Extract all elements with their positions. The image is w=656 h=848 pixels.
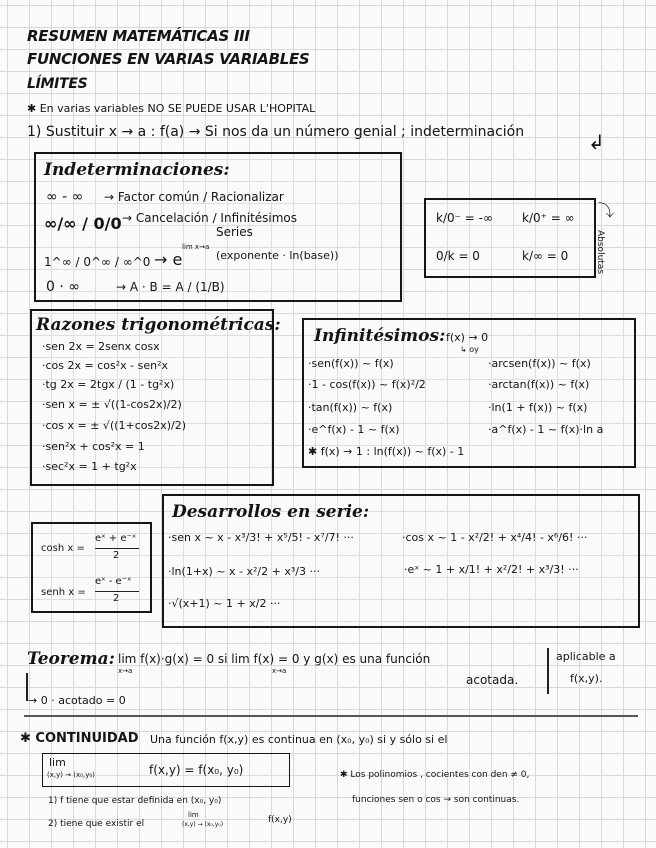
cosh-label: cosh x = — [41, 543, 85, 554]
serie-ex: ·eˣ ~ 1 + x/1! + x²/2! + x³/3! ··· — [404, 563, 579, 576]
infinitesimos-condition: f(x) → 0 — [446, 331, 489, 344]
indet-row-3-left: 1^∞ / 0^∞ / ∞^0 — [44, 255, 151, 269]
infinitesimo-right: ·arcsen(f(x)) ~ f(x) — [488, 357, 591, 370]
infinitesimo-right: ·arctan(f(x)) ~ f(x) — [488, 378, 590, 391]
page-title: RESUMEN MATEMÁTICAS III — [27, 27, 250, 45]
limite-k-0-mas: k/0⁺ = ∞ — [522, 211, 575, 225]
continuidad-c2-lim: lim — [188, 811, 199, 819]
absolutas-label: Absolutas — [595, 230, 605, 275]
teorema-aside-1: aplicable a — [556, 650, 616, 663]
teorema-sub-1: x→a — [118, 667, 133, 675]
limite-0-k: 0/k = 0 — [436, 249, 480, 263]
continuidad-condicion-2: 2) tiene que existir el — [48, 819, 145, 829]
serie-sqrt: ·√(x+1) ~ 1 + x/2 ··· — [168, 597, 281, 610]
continuidad-lim-sub: (x,y) → (x₀,y₀) — [47, 771, 95, 779]
continuidad-body: Una función f(x,y) es continua en (x₀, y₀) si y sólo si el — [150, 733, 448, 746]
limites-basicos-box — [424, 198, 596, 278]
serie-senx: ·sen x ~ x - x³/3! + x⁵/5! - x⁷/7! ··· — [168, 531, 354, 544]
teorema-body-2: acotada. — [466, 673, 519, 687]
indet-row-4-right: → A · B = A / (1/B) — [116, 280, 225, 294]
infinitesimo-left: ✱ f(x) → 1 : ln(f(x)) ~ f(x) - 1 — [308, 445, 465, 458]
trig-item: ·tg 2x = 2tgx / (1 - tg²x) — [42, 378, 175, 391]
infinitesimos-condition-sub: ↳ oy — [460, 345, 479, 354]
limite-k-infinito: k/∞ = 0 — [522, 249, 569, 263]
infinitesimo-right: ·a^f(x) - 1 ~ f(x)·ln a — [488, 423, 604, 436]
cosh-denominator: 2 — [113, 550, 120, 561]
infinitesimos-box — [302, 318, 636, 468]
trig-item: ·cos 2x = cos²x - sen²x — [42, 359, 169, 372]
continuidad-c2-f: f(x,y) — [268, 815, 292, 825]
teorema-divider — [547, 648, 549, 694]
infinitesimos-title: Infinitésimos: — [314, 326, 446, 346]
curved-arrow-icon: ↲ — [588, 130, 605, 154]
note-lhopital: ✱ En varias variables NO SE PUEDE USAR L'HOPITAL — [27, 102, 316, 115]
indeterminaciones-title: Indeterminaciones: — [44, 160, 230, 180]
senh-label: senh x = — [41, 587, 86, 598]
step-sustituir: 1) Sustituir x → a : f(a) → Si nos da un número genial ; indeterminación — [27, 124, 525, 140]
serie-ln: ·ln(1+x) ~ x - x²/2 + x³/3 ··· — [168, 565, 320, 578]
indet-row-2-right: → Cancelación / Infinitésimos — [122, 211, 298, 225]
infinitesimo-left: ·tan(f(x)) ~ f(x) — [308, 401, 393, 414]
indet-row-2-left: ∞/∞ / 0/0 — [44, 214, 122, 233]
senh-numerator: eˣ - e⁻ˣ — [95, 576, 132, 587]
indet-row-4-left: 0 · ∞ — [46, 279, 80, 295]
indet-row-3-lim: lim x→a — [182, 243, 210, 251]
infinitesimo-left: ·sen(f(x)) ~ f(x) — [308, 357, 394, 370]
teorema-sub-2: x→a — [272, 667, 287, 675]
teorema-label: Teorema: — [27, 649, 115, 669]
trig-item: ·sen 2x = 2senx cosx — [42, 340, 160, 353]
trig-item: ·cos x = ± √((1+cos2x)/2) — [42, 419, 187, 432]
trig-item: ·sen x = ± √((1-cos2x)/2) — [42, 398, 182, 411]
continuidad-definition-box — [42, 753, 290, 787]
teorema-aside-2: f(x,y). — [570, 672, 603, 685]
indeterminaciones-box — [34, 152, 402, 302]
senh-fraction-bar — [95, 591, 139, 592]
continuidad-c2-lim-sub: (x,y) → (x₀,y₀) — [182, 821, 224, 828]
trig-item: ·sec²x = 1 + tg²x — [42, 460, 137, 473]
serie-cosx: ·cos x ~ 1 - x²/2! + x⁴/4! - x⁶/6! ··· — [402, 531, 588, 544]
infinitesimo-right: ·ln(1 + f(x)) ~ f(x) — [488, 401, 588, 414]
indet-row-3-exp: (exponente · ln(base)) — [216, 249, 339, 262]
infinitesimo-left: ·e^f(x) - 1 ~ f(x) — [308, 423, 400, 436]
continuidad-lim: lim — [49, 756, 66, 769]
continuidad-equation: f(x,y) = f(x₀, y₀) — [149, 763, 244, 777]
indet-row-3-right: → e — [154, 250, 183, 269]
trig-item: ·sen²x + cos²x = 1 — [42, 440, 145, 453]
section-divider — [24, 715, 638, 717]
limite-k-0-menos: k/0⁻ = -∞ — [436, 211, 493, 225]
bracket-arrow-icon: ⤵ — [598, 201, 615, 220]
hiperbolicas-box — [31, 522, 152, 613]
continuidad-title: ✱ CONTINUIDAD — [20, 731, 139, 746]
continuidad-note-1: ✱ Los polinomios , cocientes con den ≠ 0, — [340, 770, 530, 780]
infinitesimo-left: ·1 - cos(f(x)) ~ f(x)²/2 — [308, 378, 426, 391]
section-title-limites: LÍMITES — [27, 76, 88, 92]
page-subtitle: FUNCIONES EN VARIAS VARIABLES — [27, 50, 310, 68]
senh-denominator: 2 — [113, 593, 120, 604]
desarrollos-serie-box — [162, 494, 640, 628]
indet-row-1-right: → Factor común / Racionalizar — [104, 190, 284, 204]
indet-row-1-left: ∞ - ∞ — [46, 189, 84, 205]
cosh-numerator: eˣ + e⁻ˣ — [95, 533, 137, 544]
continuidad-note-2: funciones sen o cos → son continuas. — [352, 795, 520, 805]
teorema-body: lim f(x)·g(x) = 0 si lim f(x) = 0 y g(x) es una función — [118, 652, 431, 666]
cosh-fraction-bar — [95, 548, 139, 549]
indet-row-2-sub: Series — [216, 225, 253, 239]
teorema-arrow-text: → 0 · acotado = 0 — [28, 694, 126, 707]
series-title: Desarrollos en serie: — [172, 502, 370, 522]
continuidad-condicion-1: 1) f tiene que estar definida en (x₀, y₀) — [48, 796, 222, 806]
trig-title: Razones trigonométricas: — [36, 315, 281, 335]
razones-trigonometricas-box — [30, 309, 281, 486]
